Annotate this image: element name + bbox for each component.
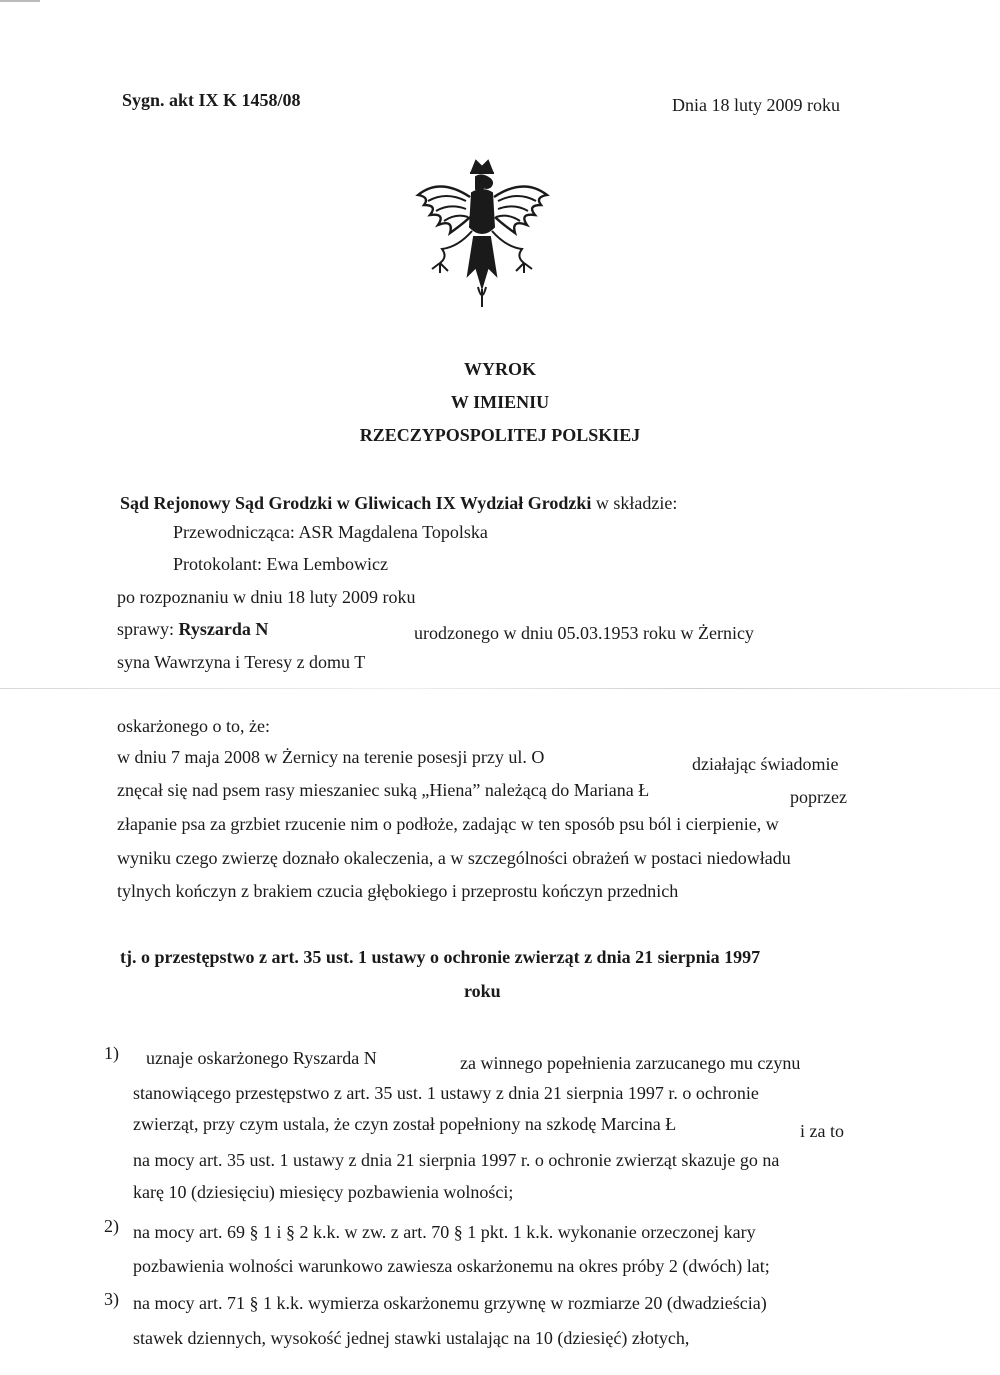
polish-eagle-emblem-icon	[410, 157, 555, 315]
case-prefix: sprawy:	[117, 619, 179, 639]
defendant-name: Ryszarda N	[178, 619, 269, 639]
charge-line-4: wyniku czego zwierzę doznało okaleczenia, a w szczególności obrażeń w postaci niedowładu	[117, 848, 791, 868]
court-composition-suffix: w składzie:	[591, 493, 678, 513]
court-clerk: Protokolant: Ewa Lembowicz	[173, 554, 388, 574]
verdict-item-3-line-1: na mocy art. 71 § 1 k.k. wymierza oskarżonemu grzywnę w rozmiarze 20 (dwadzieścia)	[133, 1293, 767, 1313]
document-date: Dnia 18 luty 2009 roku	[672, 95, 840, 115]
charge-line-5: tylnych kończyn z brakiem czucia głębokiego i przeprostu kończyn przednich	[117, 881, 679, 901]
charge-line-1b: działając świadomie	[692, 754, 839, 774]
verdict-item-1-line-4: na mocy art. 35 ust. 1 ustawy z dnia 21 sierpnia 1997 r. o ochronie zwierząt skazuje go na	[133, 1150, 780, 1170]
charge-line-1a: w dniu 7 maja 2008 w Żernicy na terenie posesji przy ul. O	[117, 747, 545, 767]
offense-line-1: tj. o przestępstwo z art. 35 ust. 1 ustawy o ochronie zwierząt z dnia 21 sierpnia 1997	[120, 947, 761, 967]
charge-intro: oskarżonego o to, że:	[117, 716, 270, 736]
verdict-item-number: 3)	[104, 1289, 119, 1309]
judgment-title: WYROK	[464, 359, 536, 379]
verdict-item-1-line-1b: za winnego popełnienia zarzucanego mu czynu	[460, 1053, 801, 1073]
verdict-item-1-line-1a: uznaje oskarżonego Ryszarda N	[146, 1048, 377, 1068]
charge-line-3: złapanie psa za grzbiet rzucenie nim o podłoże, zadając w ten sposób psu ból i cierpienie, w	[117, 814, 779, 834]
page-fold-line	[0, 688, 1000, 689]
verdict-item-number: 2)	[104, 1216, 119, 1236]
presiding-judge: Przewodnicząca: ASR Magdalena Topolska	[173, 522, 488, 542]
verdict-item-2-line-2: pozbawienia wolności warunkowo zawiesza oskarżonemu na okres próby 2 (dwóch) lat;	[133, 1256, 770, 1276]
verdict-item-2-line-1: na mocy art. 69 § 1 i § 2 k.k. w zw. z art. 70 § 1 pkt. 1 k.k. wykonanie orzeczonej kary	[133, 1222, 756, 1242]
verdict-item-1-line-3a: zwierząt, przy czym ustala, że czyn został popełniony na szkodę Marcina Ł	[133, 1114, 677, 1134]
verdict-item-1-line-2: stanowiącego przestępstwo z art. 35 ust. 1 ustawy z dnia 21 sierpnia 1997 r. o ochronie	[133, 1083, 759, 1103]
verdict-item-3-line-2: stawek dziennych, wysokość jednej stawki ustalając na 10 (dziesięć) złotych,	[133, 1328, 690, 1348]
court-line	[120, 493, 677, 514]
offense-line-2: roku	[464, 981, 501, 1001]
court-name: Sąd Rejonowy Sąd Grodzki w Gliwicach IX Wydział Grodzki	[120, 493, 592, 513]
defendant-birth: urodzonego w dniu 05.03.1953 roku w Żernicy	[414, 623, 754, 643]
case-number: Sygn. akt IX K 1458/08	[122, 90, 301, 110]
charge-line-2b: poprzez	[790, 787, 847, 807]
defendant-parents: syna Wawrzyna i Teresy z domu T	[117, 652, 366, 672]
case-of-defendant	[117, 619, 268, 640]
verdict-item-1-line-5: karę 10 (dziesięciu) miesięcy pozbawienia wolności;	[133, 1182, 514, 1202]
verdict-item-1-line-3b: i za to	[800, 1121, 844, 1141]
judgment-republic: RZECZYPOSPOLITEJ POLSKIEJ	[359, 425, 641, 445]
hearing-date: po rozpoznaniu w dniu 18 luty 2009 roku	[117, 587, 416, 607]
verdict-item-number: 1)	[104, 1043, 119, 1063]
judgment-subtitle: W IMIENIU	[450, 392, 550, 412]
scan-edge-mark	[0, 0, 40, 2]
charge-line-2a: znęcał się nad psem rasy mieszaniec suką „Hiena” należącą do Mariana Ł	[117, 780, 650, 800]
